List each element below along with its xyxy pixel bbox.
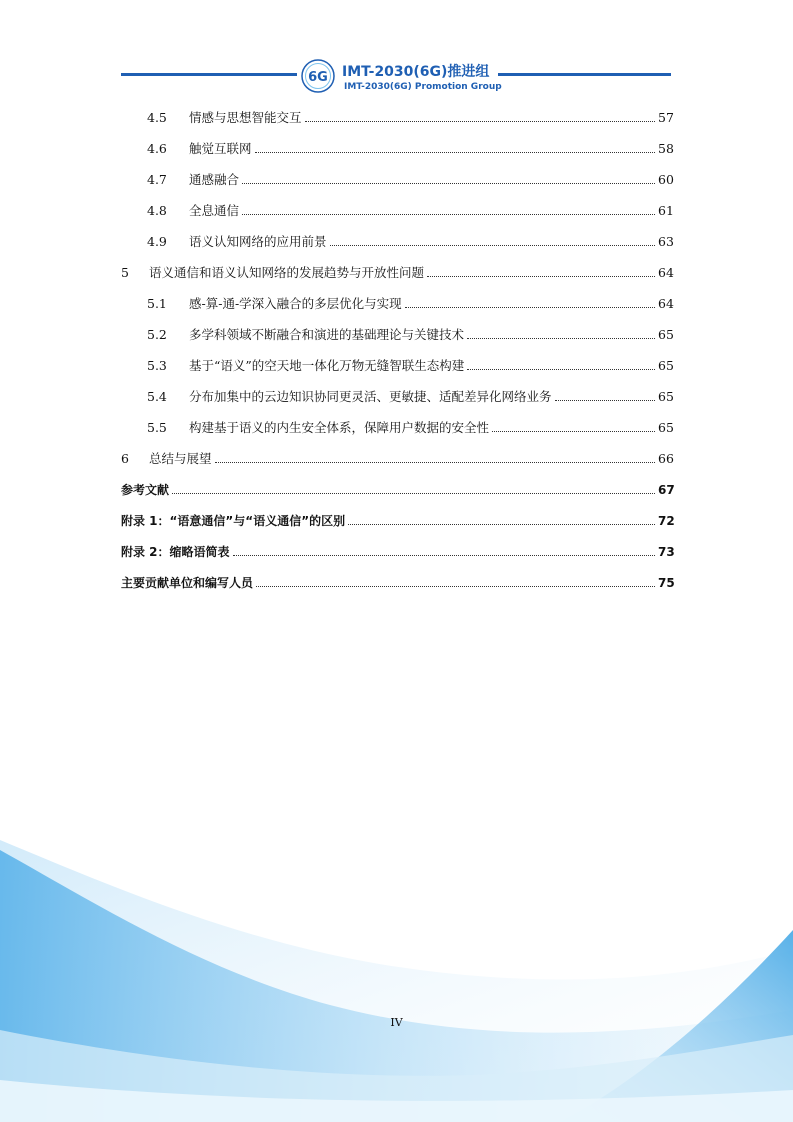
toc-entry-page: 72 [658, 514, 675, 528]
toc-entry-number: 5.1 [147, 296, 167, 311]
toc-entry[interactable] [147, 354, 672, 374]
svg-text:6G: 6G [308, 70, 328, 85]
toc-entry-number: 6 [121, 451, 129, 466]
toc-leader-dots [467, 368, 655, 370]
toc-leader-dots [172, 492, 655, 494]
toc-leader-dots [242, 213, 655, 215]
toc-entry-title: 通感融合 [189, 172, 240, 187]
toc-entry-page: 75 [658, 576, 675, 590]
brand-subtitle: IMT-2030(6G) Promotion Group [344, 82, 502, 92]
toc-entry-number: 5 [121, 265, 129, 280]
toc-entry-page: 66 [658, 451, 674, 466]
toc-entry-page: 60 [658, 172, 674, 187]
toc-entry-title: 参考文献 [121, 483, 170, 497]
brand-title: IMT-2030(6G)推进组 [342, 64, 490, 80]
toc-leader-dots [255, 151, 655, 153]
toc-entry-number: 5.3 [147, 358, 167, 373]
toc-entry-title: 基于“语义”的空天地一体化万物无缝智联生态构建 [189, 358, 465, 373]
toc-entry[interactable] [147, 199, 672, 219]
toc-leader-dots [555, 399, 655, 401]
toc-entry-page: 65 [658, 420, 674, 435]
toc-entry-page: 67 [658, 483, 675, 497]
toc-entry[interactable] [147, 230, 672, 250]
toc-entry[interactable] [147, 168, 672, 188]
toc-entry-page: 63 [658, 234, 674, 249]
toc-entry-title: 语义认知网络的应用前景 [189, 234, 327, 249]
toc-leader-dots [467, 337, 655, 339]
toc-entry[interactable] [121, 261, 672, 281]
toc-entry-number: 5.4 [147, 389, 167, 404]
toc-entry[interactable] [121, 509, 675, 529]
toc-entry[interactable] [121, 571, 675, 591]
toc-entry-number: 4.5 [147, 110, 167, 125]
toc-leader-dots [256, 585, 655, 587]
toc-entry[interactable] [147, 292, 672, 312]
toc-entry-title: 分布加集中的云边知识协同更灵活、更敏捷、适配差异化网络业务 [189, 389, 552, 404]
toc-entry-title: 主要贡献单位和编写人员 [121, 576, 254, 590]
toc-entry-page: 64 [658, 265, 674, 280]
toc-entry-page: 73 [658, 545, 675, 559]
toc-entry-page: 65 [658, 389, 674, 404]
toc-leader-dots [427, 275, 655, 277]
toc-entry[interactable] [147, 385, 672, 405]
toc-leader-dots [215, 461, 655, 463]
toc-entry-number: 4.9 [147, 234, 167, 249]
toc-entry-title: 附录 1：“语意通信”与“语义通信”的区别 [121, 514, 346, 528]
toc-entry[interactable] [121, 478, 675, 498]
toc-entry[interactable] [121, 540, 675, 560]
toc-entry-page: 57 [658, 110, 674, 125]
toc-entry-title: 感-算-通-学深入融合的多层优化与实现 [189, 296, 402, 311]
toc-entry-title: 多学科领域不断融合和演进的基础理论与关键技术 [189, 327, 465, 342]
toc-entry-number: 4.7 [147, 172, 167, 187]
toc-entry-title: 语义通信和语义认知网络的发展趋势与开放性问题 [149, 265, 425, 280]
toc-entry-title: 构建基于语义的内生安全体系，保障用户数据的安全性 [189, 420, 490, 435]
toc-leader-dots [348, 523, 655, 525]
toc-entry-number: 5.2 [147, 327, 167, 342]
toc-entry-title: 触觉互联网 [189, 141, 252, 156]
toc-leader-dots [405, 306, 655, 308]
toc-entry-title: 情感与思想智能交互 [189, 110, 302, 125]
toc-leader-dots [242, 182, 655, 184]
toc-entry-title: 附录 2：缩略语简表 [121, 545, 230, 559]
header-rule-right [498, 73, 671, 76]
toc-entry-title: 总结与展望 [149, 451, 212, 466]
toc-entry-page: 61 [658, 203, 674, 218]
header-rule-left [121, 73, 297, 76]
toc-entry-page: 65 [658, 327, 674, 342]
toc-entry-number: 4.6 [147, 141, 167, 156]
toc-entry[interactable] [147, 416, 672, 436]
toc-entry-number: 5.5 [147, 420, 167, 435]
decorative-wave-background [0, 780, 793, 1122]
toc-entry-page: 65 [658, 358, 674, 373]
toc-leader-dots [305, 120, 655, 122]
toc-entry-page: 58 [658, 141, 674, 156]
6g-logo-icon [300, 58, 336, 94]
toc-entry[interactable] [147, 106, 672, 126]
toc-leader-dots [330, 244, 655, 246]
toc-entry-title: 全息通信 [189, 203, 240, 218]
toc-entry-number: 4.8 [147, 203, 167, 218]
toc-entry[interactable] [147, 323, 672, 343]
toc-entry-page: 64 [658, 296, 674, 311]
toc-entry[interactable] [121, 447, 672, 467]
toc-leader-dots [492, 430, 655, 432]
toc-leader-dots [233, 554, 655, 556]
page-number: IV [390, 1016, 403, 1029]
toc-entry[interactable] [147, 137, 672, 157]
